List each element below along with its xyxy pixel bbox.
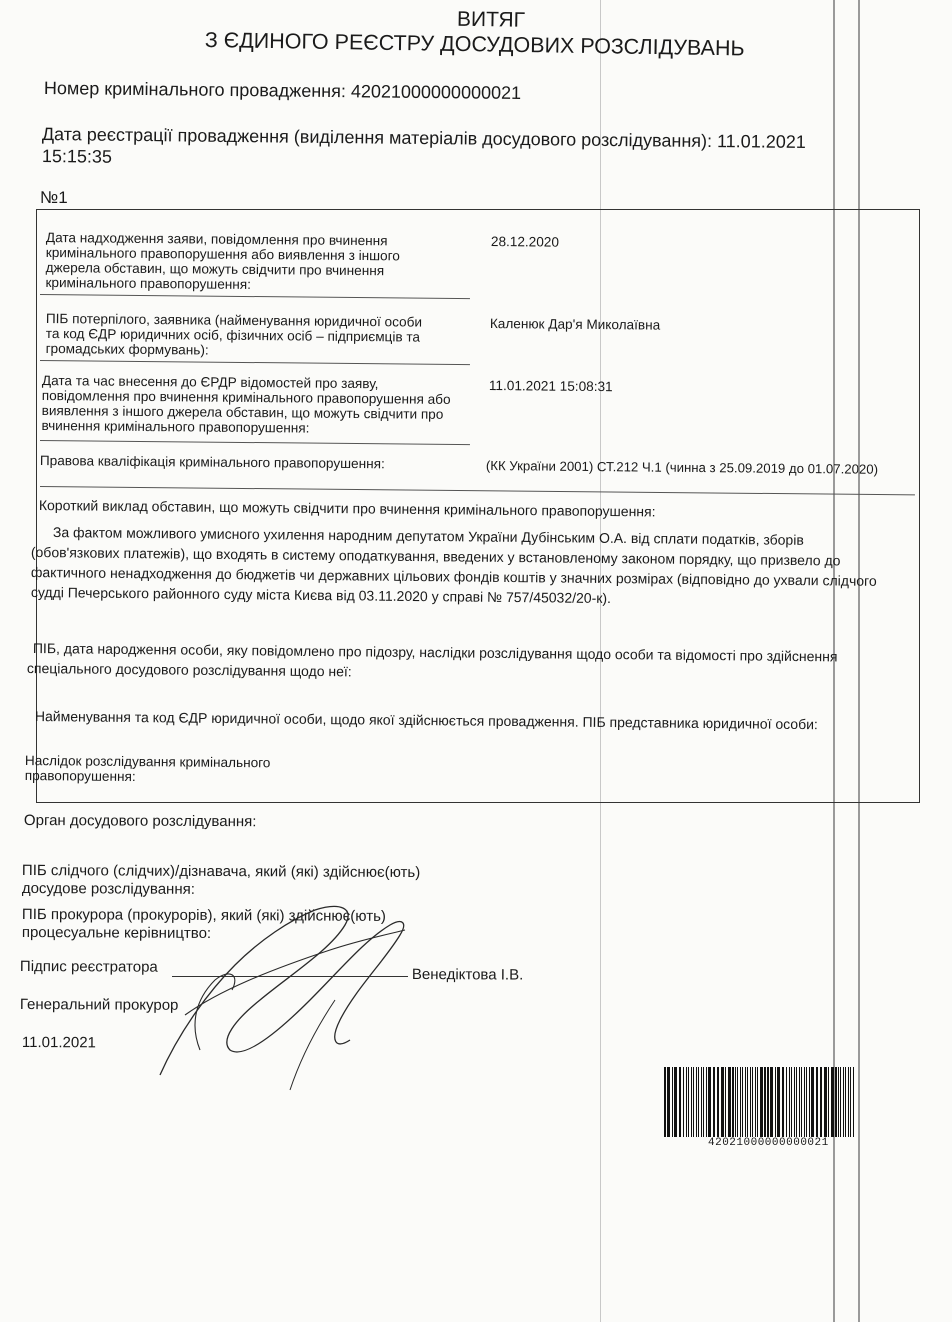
barcode-bar xyxy=(796,1067,797,1137)
investigation-organ: Орган досудового розслідування: xyxy=(23,812,257,831)
barcode-bar xyxy=(845,1067,846,1137)
barcode-bar xyxy=(848,1067,849,1137)
row2-label: ПІБ потерпілого, заявника (найменування юридичної особи та код ЄДР юридичних осіб, фізичних осіб – підприємців та громадських формувань): xyxy=(45,311,423,358)
barcode-bar xyxy=(794,1067,795,1137)
barcode-bar xyxy=(828,1067,829,1137)
barcode-number: 42021000000000021 xyxy=(708,1137,829,1149)
signatory-title: Генеральний прокурор xyxy=(19,996,179,1014)
barcode-bar xyxy=(767,1067,769,1137)
barcode-bar xyxy=(824,1067,827,1137)
barcode-bar xyxy=(664,1067,666,1137)
summary-line-4: судді Печерського районного суду міста Києва від 03.11.2020 у справі № 757/45032/20-к). xyxy=(30,584,612,607)
barcode-bar xyxy=(742,1067,743,1137)
barcode-bar xyxy=(693,1067,694,1137)
document-subtitle: З ЄДИНОГО РЕЄСТРУ ДОСУДОВИХ РОЗСЛІДУВАНЬ xyxy=(204,28,745,61)
handwritten-signature xyxy=(140,880,420,1100)
row-divider xyxy=(40,360,470,365)
barcode-bar xyxy=(745,1067,746,1137)
barcode-bar xyxy=(732,1067,734,1137)
row3-label: Дата та час внесення до ЄРДР відомостей про заяву, повідомлення про вчинення кримінального правопорушення або виявлення з іншого джерела обставин, що можуть свідчити про вчинення кримінального правопорушення: xyxy=(41,373,451,436)
barcode-bar xyxy=(804,1067,805,1137)
barcode-bar xyxy=(672,1067,673,1137)
barcode-bar xyxy=(696,1067,697,1137)
legal-entity-label: Найменування та код ЄДР юридичної особи, щодо якої здійснюється провадження. ПІБ представника юридичної особи: xyxy=(34,708,818,733)
barcode-bar xyxy=(757,1067,758,1137)
row-divider xyxy=(40,294,470,299)
row4-label: Правова кваліфікація кримінального правопорушення: xyxy=(39,453,385,472)
barcode-bar xyxy=(706,1067,707,1137)
barcode-bar xyxy=(850,1067,851,1137)
registration-date: Дата реєстрації провадження (виділення матеріалів досудового розслідування): 11.01.2021 xyxy=(41,124,806,152)
registration-time: 15:15:35 xyxy=(41,146,113,167)
barcode-bar xyxy=(701,1067,702,1137)
barcode-bar xyxy=(755,1067,756,1137)
registry-table xyxy=(24,209,920,803)
signatory-name: Венедіктова І.В. xyxy=(411,966,524,984)
barcode-bar xyxy=(721,1067,724,1137)
barcode-bar xyxy=(703,1067,704,1137)
barcode-bar xyxy=(799,1067,800,1137)
document-title: ВИТЯГ xyxy=(456,7,526,32)
barcode-bar xyxy=(740,1067,741,1137)
case-number: Номер кримінального провадження: 42021000000000021 xyxy=(43,78,522,103)
barcode-bar xyxy=(791,1067,792,1137)
row4-value: (КК України 2001) СТ.212 Ч.1 (чинна з 25.09.2019 до 01.07.2020) xyxy=(485,458,879,477)
barcode xyxy=(662,1067,856,1137)
summary-line-2: (обов'язкових платежів), що входять в систему оподаткування, введених у встановленому законом порядку, що призвело до xyxy=(30,544,841,569)
barcode-bar xyxy=(686,1067,687,1137)
barcode-bar xyxy=(752,1067,753,1137)
barcode-bar xyxy=(750,1067,751,1137)
barcode-bar xyxy=(838,1067,839,1137)
row1-label: Дата надходження заяви, повідомлення про вчинення кримінального правопорушення або виявлення з іншого джерела обставин, що можуть свідчити про вчинення кримінального правопорушення: xyxy=(45,230,400,292)
summary-line-3: фактичного ненадходження до бюджетів чи державних цільових фондів коштів у значних розмірах (відповідно до ухвали слідчого xyxy=(30,564,877,589)
investigator-label: ПІБ слідчого (слідчих)/дізнавача, який (які) здійснює(ють) досудове розслідування: xyxy=(21,862,421,898)
barcode-bar xyxy=(816,1067,818,1137)
row3-value: 11.01.2021 15:08:31 xyxy=(488,378,613,395)
barcode-bar xyxy=(775,1067,776,1137)
barcode-bar xyxy=(835,1067,837,1137)
barcode-bar xyxy=(747,1067,748,1137)
barcode-bar xyxy=(737,1067,738,1137)
barcode-bar xyxy=(683,1067,684,1137)
barcode-bar xyxy=(713,1067,715,1137)
summary-line-1: За фактом можливого умисного ухилення народним депутатом України Дубінським О.А. від сплати податків, зборів xyxy=(52,524,804,548)
row1-value: 28.12.2020 xyxy=(490,234,560,250)
barcode-bar xyxy=(820,1067,822,1137)
barcode-bar xyxy=(789,1067,790,1137)
barcode-bar xyxy=(688,1067,689,1137)
prosecutor-label: ПІБ прокурора (прокурорів), який (які) здійснює(ють) процесуальне керівництво: xyxy=(21,906,386,942)
barcode-bar xyxy=(717,1067,719,1137)
barcode-bar xyxy=(708,1067,711,1137)
barcode-bar xyxy=(811,1067,814,1137)
document-date: 11.01.2021 xyxy=(21,1034,96,1052)
barcode-bar xyxy=(770,1067,773,1137)
barcode-bar xyxy=(691,1067,692,1137)
row2-value: Каленюк Дар'я Миколаївна xyxy=(489,316,661,333)
barcode-bar xyxy=(735,1067,736,1137)
barcode-bar xyxy=(831,1067,834,1137)
barcode-bar xyxy=(674,1067,677,1137)
barcode-bar xyxy=(853,1067,854,1137)
suspect-label-line-2: спеціального досудового розслідування щодо неї: xyxy=(26,660,352,680)
barcode-bar xyxy=(782,1067,784,1137)
registrar-signature-label: Підпис реєстратора xyxy=(19,958,158,976)
barcode-bar xyxy=(725,1067,726,1137)
row-divider xyxy=(40,440,470,445)
barcode-bar xyxy=(760,1067,763,1137)
barcode-bar xyxy=(843,1067,844,1137)
barcode-bar xyxy=(679,1067,681,1137)
suspect-label-line-1: ПІБ, дата народження особи, яку повідомлено про підозру, наслідки розслідування щодо особи та відомості про здійснення xyxy=(32,640,838,665)
entry-number: №1 xyxy=(40,188,68,207)
summary-label: Короткий виклад обставин, що можуть свідчити про вчинення кримінального правопорушення: xyxy=(38,497,656,520)
barcode-bar xyxy=(777,1067,780,1137)
barcode-bar xyxy=(809,1067,810,1137)
barcode-bar xyxy=(806,1067,807,1137)
barcode-bar xyxy=(786,1067,787,1137)
result-label: Наслідок розслідування кримінального правопорушення: xyxy=(24,753,271,785)
row-divider xyxy=(40,486,915,495)
barcode-bar xyxy=(764,1067,766,1137)
barcode-bar xyxy=(698,1067,699,1137)
barcode-bar xyxy=(728,1067,731,1137)
barcode-bar xyxy=(840,1067,841,1137)
barcode-bar xyxy=(801,1067,802,1137)
barcode-bar xyxy=(667,1067,670,1137)
